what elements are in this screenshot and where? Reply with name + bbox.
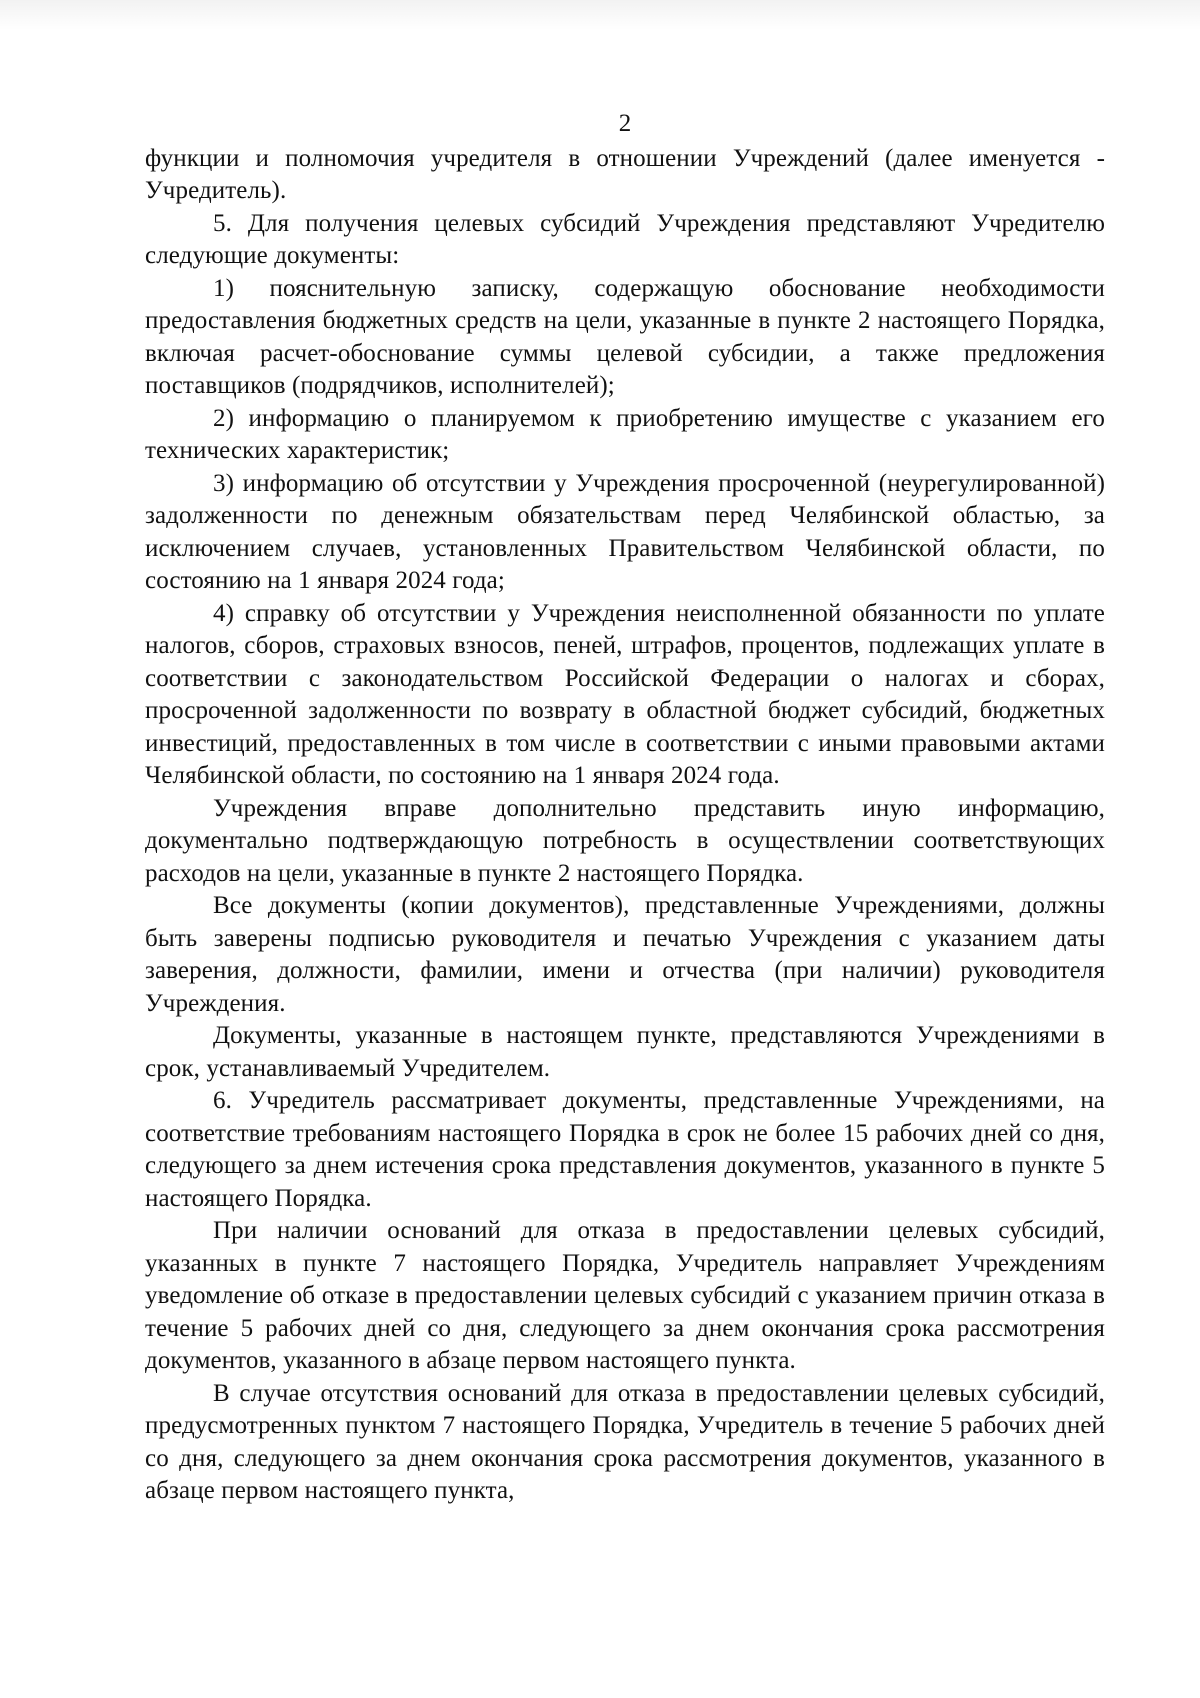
paragraph-continuation: функции и полномочия учредителя в отношении Учреждений (далее именуется - Учредитель). xyxy=(145,144,1105,204)
paragraph-item-3: 3) информацию об отсутствии у Учреждения просроченной (неурегулированной) задолженности по денежным обязательствам перед Челябинской областью, за исключением случаев, установленных Правительством Челябинской области, по состоянию на 1 января 2024 года; xyxy=(145,469,1105,594)
paragraph-clause-6: 6. Учредитель рассматривает документы, представленные Учреждениями, на соответствие требованиям настоящего Порядка в срок не более 15 рабочих дней со дня, следующего за днем истечения срока представления документов, указанного в пункте 5 настоящего Порядка. xyxy=(145,1087,1105,1212)
paragraph-item-1: 1) пояснительную записку, содержащую обоснование необходимости предоставления бюджетных средств на цели, указанные в пункте 2 настоящего Порядка, включая расчет-обоснование суммы целевой субсидии, а также предложения поставщиков (подрядчиков, исполнителей); xyxy=(145,274,1105,399)
document-page xyxy=(145,108,1105,1508)
paragraph-no-refusal: В случае отсутствия оснований для отказа в предоставлении целевых субсидий, предусмотренных пунктом 7 настоящего Порядка, Учредитель в течение 5 рабочих дней со дня, следующего за днем окончания срока рассмотрения документов, указанного в абзаце первом настоящего пункта, xyxy=(145,1379,1105,1504)
paragraph-deadline: Документы, указанные в настоящем пункте, представляются Учреждениями в срок, устанавливаемый Учредителем. xyxy=(145,1022,1105,1082)
paragraph-certification: Все документы (копии документов), представленные Учреждениями, должны быть заверены подписью руководителя и печатью Учреждения с указанием даты заверения, должности, фамилии, имени и отчества (при наличии) руководителя Учреждения. xyxy=(145,892,1105,1017)
paragraph-item-4: 4) справку об отсутствии у Учреждения неисполненной обязанности по уплате налогов, сборов, страховых взносов, пеней, штрафов, процентов, подлежащих уплате в соответствии с законодательством Российской Федерации о налогах и сборах, просроченной задолженности по возврату в областной бюджет субсидий, бюджетных инвестиций, предоставленных в том числе в соответствии с иными правовыми актами Челябинской области, по состоянию на 1 января 2024 года. xyxy=(145,599,1105,789)
paragraph-clause-5: 5. Для получения целевых субсидий Учреждения представляют Учредителю следующие документы: xyxy=(145,209,1105,269)
paragraph-additional-info: Учреждения вправе дополнительно представить иную информацию, документально подтверждающую потребность в осуществлении соответствующих расходов на цели, указанные в пункте 2 настоящего Порядка. xyxy=(145,794,1105,887)
paragraph-refusal: При наличии оснований для отказа в предоставлении целевых субсидий, указанных в пункте 7 настоящего Порядка, Учредитель направляет Учреждениям уведомление об отказе в предоставлении целевых субсидий с указанием причин отказа в течение 5 рабочих дней со дня, следующего за днем окончания срока рассмотрения документов, указанного в абзаце первом настоящего пункта. xyxy=(145,1217,1105,1374)
scan-edge-shadow xyxy=(0,0,1200,30)
paragraph-item-2: 2) информацию о планируемом к приобретению имуществе с указанием его технических характеристик; xyxy=(145,404,1105,464)
page-number: 2 xyxy=(618,110,632,137)
